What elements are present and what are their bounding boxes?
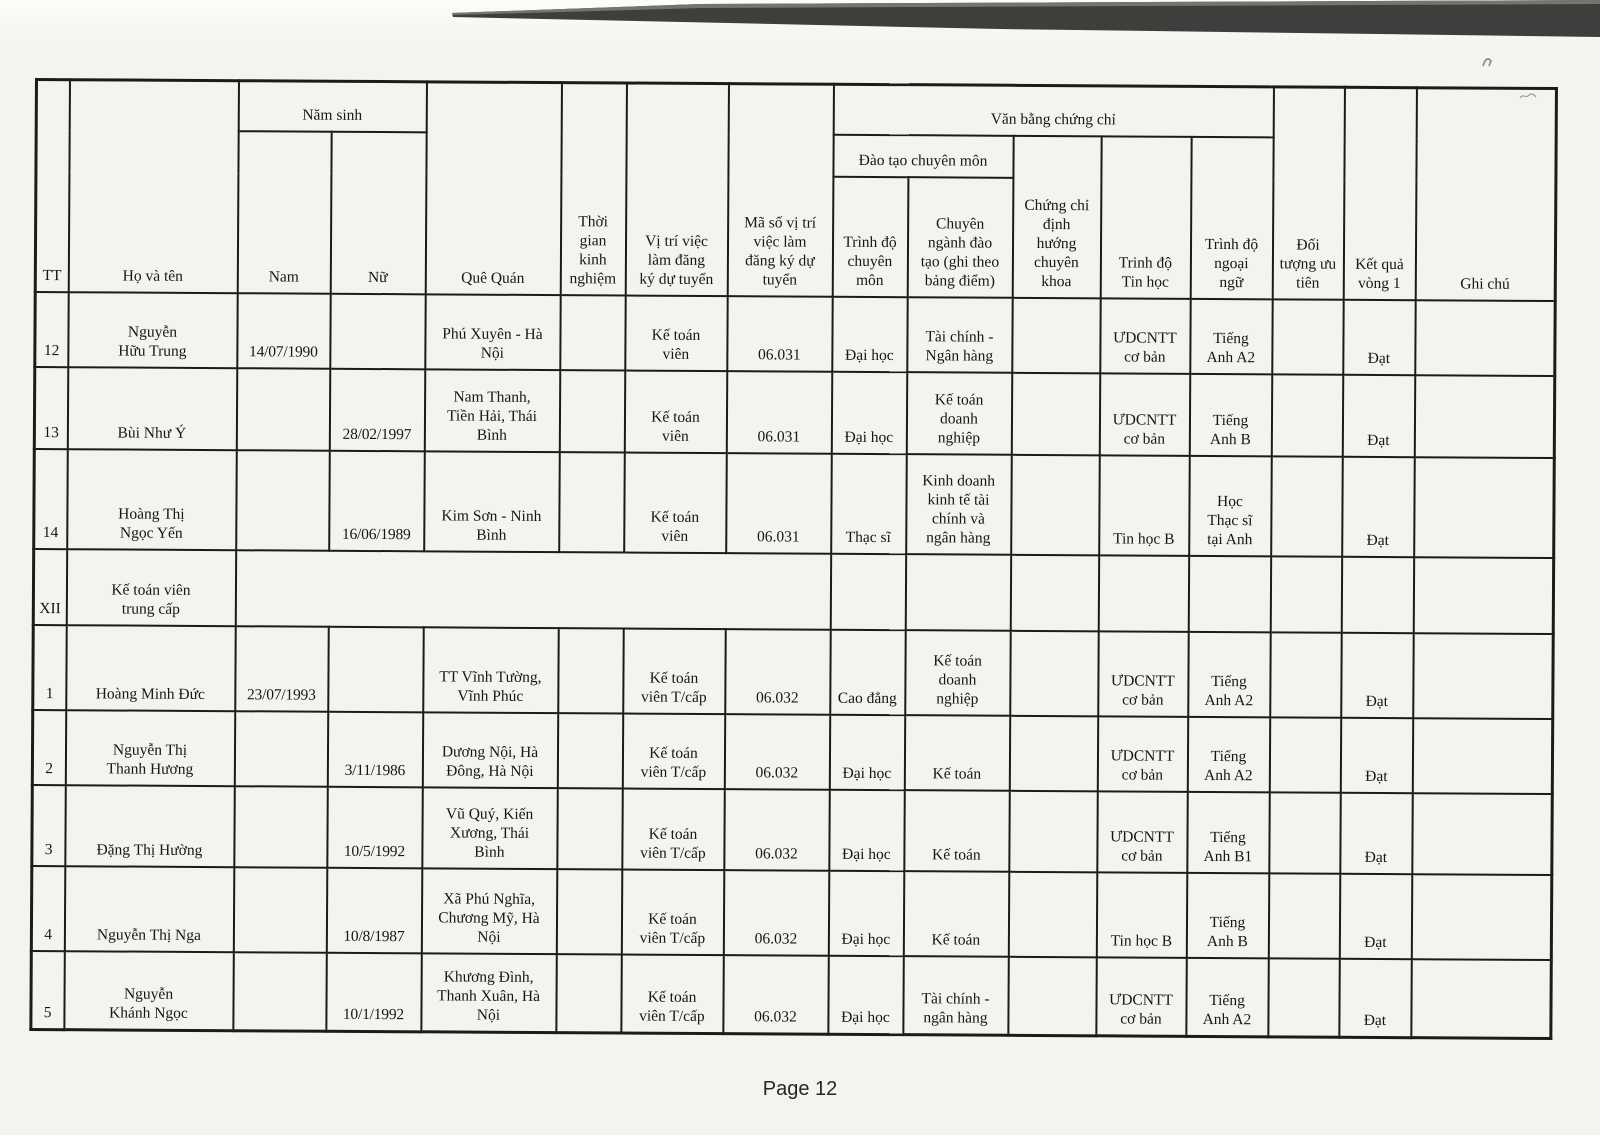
cell-name: Nguyễn Thị Thanh Hương: [65, 710, 234, 786]
cell-name: Nguyễn Khánh Ngọc: [64, 951, 233, 1031]
pen-mark: [1480, 54, 1496, 70]
cell-it: [1098, 555, 1188, 632]
cell-result: Đạt: [1339, 958, 1411, 1037]
cell-female: [328, 626, 424, 712]
cell-result: [1341, 556, 1413, 632]
col-header-name: Họ và tên: [68, 80, 238, 293]
cell-experience: [559, 452, 625, 552]
cell-code: 06.032: [723, 955, 828, 1035]
cell-name: Nguyễn Thị Nga: [64, 866, 234, 952]
cell-experience: [559, 370, 624, 452]
cell-it: Tin học B: [1096, 872, 1187, 958]
cell-qualification: Cao đẳng: [830, 629, 906, 714]
table-row: [34, 367, 1554, 458]
col-header-position: Vị trí việc làm đăng ký dự tuyển: [625, 83, 728, 296]
cell-language: Tiếng Anh A2: [1187, 716, 1269, 791]
cell-notes: [1412, 718, 1552, 794]
cell-tt: XII: [33, 549, 66, 625]
cell-language: Tiếng Anh B: [1186, 872, 1269, 957]
cell-hometown: Kim Sơn - Ninh Bình: [424, 451, 560, 552]
cell-major: Kế toán: [904, 790, 1009, 872]
table-header: [35, 80, 1556, 301]
cell-priority: [1270, 556, 1341, 632]
cell-specialty: [1012, 297, 1100, 373]
cell-specialty: [1010, 630, 1099, 716]
cell-language: Tiếng Anh B1: [1187, 791, 1269, 872]
applicant-table-wrapper: [29, 78, 1558, 1040]
col-header-major: Chuyên ngành đào tạo (ghi theo bảng điểm): [907, 177, 1013, 298]
cell-name: Nguyễn Hữu Trung: [68, 292, 237, 368]
col-header-round1-result: Kết quả vòng 1: [1343, 87, 1416, 299]
cell-experience: [560, 295, 625, 370]
cell-it: Tin học B: [1099, 455, 1190, 556]
cell-notes: [1411, 874, 1552, 960]
cell-major: Tài chính - ngân hàng: [903, 956, 1008, 1036]
cell-result: Đạt: [1342, 456, 1415, 556]
cell-result: Đạt: [1343, 299, 1415, 374]
table-row: [31, 950, 1551, 1038]
cell-specialty: [1011, 454, 1100, 555]
cell-it: ƯDCNTT cơ bản: [1098, 631, 1189, 717]
cell-tt: 14: [34, 449, 68, 549]
cell-priority: [1271, 456, 1343, 556]
cell-specialty: [1010, 554, 1098, 631]
col-header-hometown: Quê Quán: [425, 82, 561, 295]
col-header-it-level: Trinh độ Tin học: [1100, 136, 1191, 299]
table-row: [34, 449, 1555, 558]
cell-notes: [1414, 457, 1555, 558]
cell-major: Kế toán doanh nghiệp: [906, 372, 1011, 455]
cell-male: 23/07/1993: [235, 626, 329, 712]
cell-it: ƯDCNTT cơ bản: [1097, 716, 1187, 792]
cell-code: 06.032: [723, 870, 829, 956]
cell-priority: [1270, 632, 1342, 717]
cell-language: Tiếng Anh A2: [1190, 298, 1272, 373]
table-body: [31, 292, 1555, 1039]
cell-language: Tiếng Anh B: [1189, 373, 1271, 455]
col-header-position-code: Mã số vị trí việc làm đăng ký dự tuyển: [727, 84, 833, 297]
cell-major: Kế toán: [904, 715, 1009, 791]
cell-code: 06.031: [726, 371, 831, 454]
scan-artifact-band: [0, 0, 1600, 52]
cell-code: 06.031: [726, 453, 832, 554]
cell-priority: [1272, 299, 1343, 374]
cell-major: Tài chính - Ngân hàng: [907, 297, 1012, 373]
cell-name: Đặng Thị Hường: [65, 785, 234, 867]
cell-it: ƯDCNTT cơ bản: [1097, 791, 1187, 873]
cell-male: [234, 711, 327, 787]
cell-male: [233, 867, 327, 953]
cell-language: [1188, 555, 1270, 631]
cell-major: Kế toán doanh nghiệp: [905, 630, 1011, 716]
cell-specialty: [1008, 956, 1096, 1036]
cell-position: Kế toán viên T/cấp: [623, 628, 726, 714]
header-row-groups: [36, 80, 1556, 139]
cell-notes: [1415, 300, 1555, 376]
col-header-experience: Thời gian kinh nghiệm: [560, 83, 626, 295]
cell-tt: 3: [32, 784, 65, 865]
col-header-notes: Ghi chú: [1415, 88, 1556, 301]
cell-position: Kế toán viên T/cấp: [621, 954, 723, 1034]
cell-name: Hoàng Minh Đức: [66, 625, 236, 711]
cell-position: Kế toán viên: [624, 452, 727, 553]
cell-priority: [1269, 792, 1340, 873]
cell-position: Kế toán viên: [624, 370, 726, 453]
section-row: [33, 549, 1553, 634]
cell-priority: [1269, 717, 1340, 792]
cell-male: [236, 450, 330, 551]
cell-specialty: [1009, 715, 1097, 791]
cell-qualification: Đại học: [829, 714, 904, 789]
cell-experience: [558, 628, 624, 713]
cell-notes: [1412, 793, 1552, 875]
cell-experience: [557, 713, 622, 788]
col-group-certificates: Văn bằng chứng chỉ: [833, 84, 1273, 137]
cell-code: 06.032: [725, 629, 831, 715]
cell-priority: [1268, 958, 1339, 1037]
cell-language: Tiếng Anh A2: [1186, 957, 1268, 1036]
cell-hometown: Nam Thanh, Tiền Hải, Thái Bình: [424, 369, 559, 452]
cell-code: 06.032: [724, 714, 829, 790]
col-header-male: Nam: [237, 131, 331, 294]
cell-female: 28/02/1997: [329, 368, 424, 451]
cell-tt: 2: [32, 709, 65, 784]
cell-code: 06.031: [727, 296, 832, 372]
cell-name: Bùi Như Ý: [67, 367, 236, 450]
cell-it: ƯDCNTT cơ bản: [1100, 298, 1190, 374]
cell-result: Đạt: [1341, 632, 1414, 717]
cell-position: Kế toán viên T/cấp: [621, 869, 724, 955]
cell-result: Đạt: [1340, 717, 1412, 792]
cell-specialty: [1009, 790, 1097, 872]
cell-notes: [1413, 557, 1553, 634]
cell-female: 16/06/1989: [329, 450, 425, 551]
table-row: [32, 784, 1552, 874]
cell-result: Đạt: [1342, 374, 1414, 456]
cell-name: Hoàng Thị Ngọc Yến: [67, 449, 237, 550]
cell-notes: [1414, 375, 1554, 458]
cell-hometown: TT Vĩnh Tường, Vĩnh Phúc: [423, 627, 559, 713]
cell-qualification: Đại học: [832, 296, 907, 371]
cell-female: 10/8/1987: [326, 867, 422, 953]
col-header-priority: Đối tượng ưu tiên: [1272, 87, 1344, 299]
col-header-female: Nữ: [330, 131, 426, 294]
cell-specialty: [1008, 871, 1097, 957]
cell-tt: 13: [34, 367, 67, 449]
col-group-professional-training: Đào tạo chuyên môn: [833, 134, 1013, 177]
cell-tt: 5: [31, 950, 64, 1029]
cell-it: ƯDCNTT cơ bản: [1096, 957, 1186, 1037]
cell-female: [330, 293, 425, 369]
page-number: Page 12: [762, 1078, 838, 1100]
cell-it: ƯDCNTT cơ bản: [1099, 373, 1189, 456]
cell-female: 10/5/1992: [327, 786, 422, 868]
cell-tt: 1: [33, 624, 67, 709]
col-header-qualification: Trình độ chuyên môn: [832, 176, 908, 296]
table-row: [35, 292, 1555, 376]
cell-male: [236, 368, 329, 451]
cell-merged-empty: [235, 550, 830, 630]
cell-male: 14/07/1990: [237, 293, 330, 369]
table-row: [33, 624, 1553, 718]
cell-language: Học Thạc sĩ tại Anh: [1189, 455, 1272, 555]
cell-position: Kế toán viên: [625, 295, 727, 371]
cell-language: Tiếng Anh A2: [1188, 631, 1271, 716]
cell-position: Kế toán viên T/cấp: [622, 713, 724, 789]
cell-hometown: Khương Đình, Thanh Xuân, Hà Nội: [421, 953, 556, 1033]
cell-notes: [1413, 633, 1554, 719]
cell-experience: [557, 788, 622, 869]
cell-specialty: [1011, 372, 1099, 455]
cell-code: 06.032: [724, 789, 829, 871]
cell-female: 10/1/1992: [326, 952, 421, 1032]
cell-position: Kế toán viên T/cấp: [622, 788, 724, 870]
cell-male: [234, 786, 327, 868]
cell-male: [233, 952, 326, 1032]
applicant-table: [29, 78, 1558, 1040]
cell-qualification: Đại học: [829, 789, 904, 870]
cell-qualification: Đại học: [828, 955, 903, 1034]
cell-experience: [556, 869, 622, 954]
col-header-language-level: Trình độ ngoại ngữ: [1190, 136, 1273, 298]
col-group-birth-year: Năm sinh: [238, 81, 426, 132]
col-header-tt: TT: [35, 80, 69, 292]
cell-tt: 4: [31, 865, 65, 950]
cell-major: Kế toán: [903, 871, 1009, 957]
cell-name: Kế toán viên trung cấp: [66, 549, 235, 626]
cell-major: Kinh doanh kinh tế tài chính và ngân hàng: [906, 454, 1012, 555]
cell-result: Đạt: [1340, 792, 1412, 873]
cell-major: [905, 554, 1010, 631]
cell-priority: [1268, 873, 1340, 958]
cell-experience: [556, 954, 621, 1033]
cell-tt: 12: [35, 292, 68, 367]
cell-hometown: Xã Phú Nghĩa, Chương Mỹ, Hà Nội: [421, 868, 557, 954]
cell-hometown: Vũ Quý, Kiến Xương, Thái Bình: [422, 787, 557, 869]
table-row: [32, 709, 1552, 793]
cell-hometown: Phú Xuyên - Hà Nội: [425, 294, 560, 370]
cell-female: 3/11/1986: [327, 711, 422, 787]
cell-qualification: Thạc sĩ: [831, 453, 907, 553]
cell-notes: [1411, 959, 1551, 1039]
col-header-specialty-certificate: Chứng chỉ định hướng chuyên khoa: [1012, 135, 1101, 298]
cell-qualification: Đại học: [831, 371, 906, 453]
table-row: [31, 865, 1551, 959]
cell-priority: [1271, 374, 1342, 456]
cell-qualification: Đại học: [828, 870, 904, 955]
cell-result: Đạt: [1339, 873, 1412, 958]
cell-qualification: [830, 553, 905, 629]
cell-hometown: Dương Nội, Hà Đông, Hà Nội: [422, 712, 557, 788]
